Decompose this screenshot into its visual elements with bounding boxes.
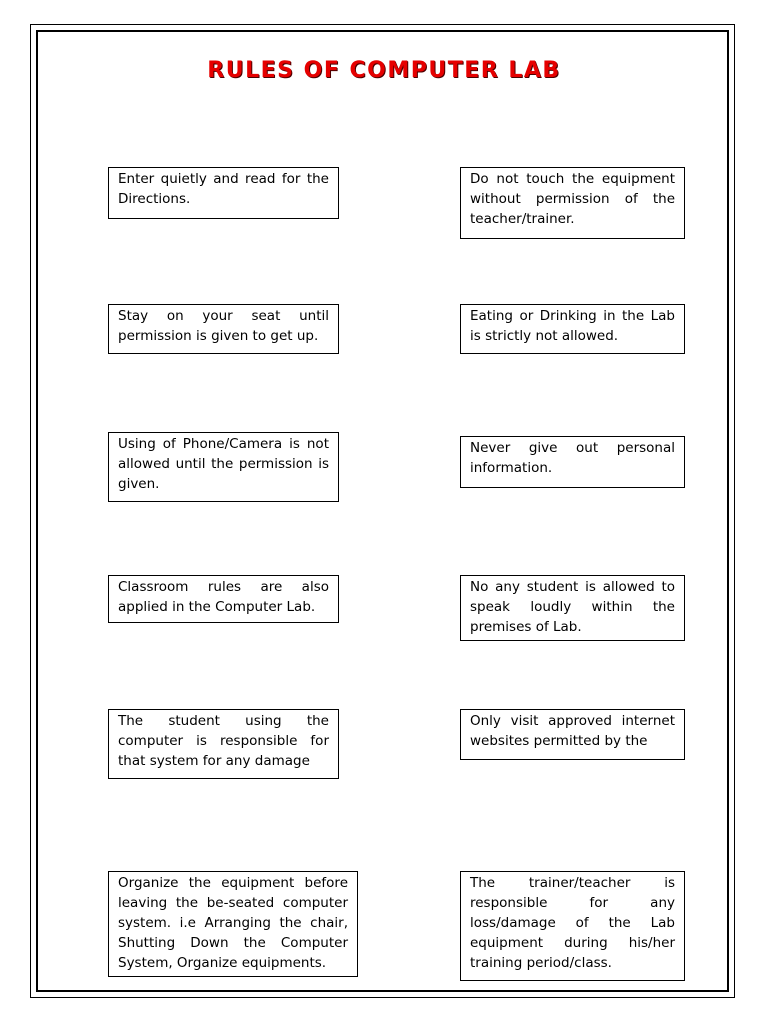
- rule-box-classroom-rules: Classroom rules are also applied in the Computer Lab.: [108, 575, 339, 623]
- rule-box-organize-equipment: Organize the equipment before leaving the be-seated computer system. i.e Arranging the chair, Shutting Down the Computer System, Organize equipments.: [108, 871, 358, 977]
- rule-box-enter-quietly: Enter quietly and read for the Directions.: [108, 167, 339, 219]
- rule-box-no-eating-drinking: Eating or Drinking in the Lab is strictly not allowed.: [460, 304, 685, 354]
- page-title: RULES OF COMPUTER LAB: [207, 58, 561, 83]
- rule-box-personal-info: Never give out personal information.: [460, 436, 685, 488]
- rule-box-student-responsible: The student using the computer is responsible for that system for any damage: [108, 709, 339, 779]
- rule-box-phone-camera: Using of Phone/Camera is not allowed until the permission is given.: [108, 432, 339, 502]
- rule-box-no-loud-speaking: No any student is allowed to speak loudly within the premises of Lab.: [460, 575, 685, 641]
- rule-box-trainer-responsible: The trainer/teacher is responsible for any loss/damage of the Lab equipment during his/her training period/class.: [460, 871, 685, 981]
- rule-box-approved-websites: Only visit approved internet websites permitted by the: [460, 709, 685, 760]
- rule-box-stay-on-seat: Stay on your seat until permission is given to get up.: [108, 304, 339, 354]
- rule-box-do-not-touch: Do not touch the equipment without permission of the teacher/trainer.: [460, 167, 685, 239]
